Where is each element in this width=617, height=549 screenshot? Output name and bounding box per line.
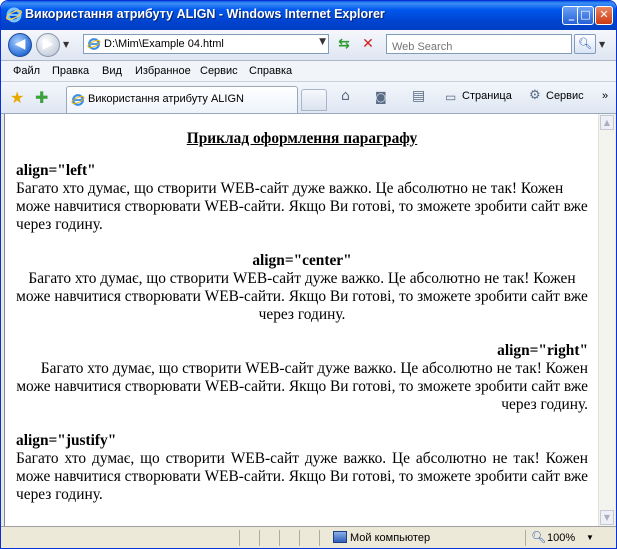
paragraph-label-justify: align="justify" xyxy=(16,432,117,449)
feeds-icon[interactable]: ◙ xyxy=(375,90,387,104)
menu-edit[interactable]: Правка xyxy=(52,65,90,77)
search-dropdown-icon[interactable]: ▼ xyxy=(599,40,606,49)
status-divider xyxy=(239,530,240,546)
search-input[interactable] xyxy=(390,38,564,56)
zoom-level[interactable]: 100% xyxy=(547,532,576,544)
menu-view[interactable]: Вид xyxy=(102,65,122,77)
page-heading: Приклад оформлення параграфу xyxy=(186,130,418,147)
security-zone: Мой компьютер xyxy=(350,532,431,544)
scroll-down-icon[interactable]: ▼ xyxy=(600,510,614,525)
ie-logo-icon xyxy=(6,7,22,23)
paragraph-label-right: align="right" xyxy=(497,342,588,359)
address-dropdown-icon[interactable]: ▼ xyxy=(319,37,326,47)
paragraph-label-center: align="center" xyxy=(252,252,352,269)
scroll-up-icon[interactable]: ▲ xyxy=(600,115,614,130)
search-box[interactable] xyxy=(386,34,572,54)
stop-button[interactable]: ✕ xyxy=(362,36,374,52)
paragraph-right: Багато хто думає, що створити WEB-сайт дуже важко. Це абсолютно не так! Кожен може навчитися створювати WEB-сайти. Якщо Ви готові, то зможете зробити сайт вже через годину. xyxy=(16,360,588,413)
address-field[interactable] xyxy=(83,34,329,54)
status-divider xyxy=(525,530,526,546)
print-icon[interactable]: ▤ xyxy=(412,88,426,104)
refresh-button[interactable]: ⇆ xyxy=(338,36,350,52)
search-button[interactable] xyxy=(574,34,596,54)
back-button[interactable] xyxy=(8,33,32,57)
status-divider xyxy=(259,530,260,546)
paragraph-center: Багато хто думає, що створити WEB-сайт дуже важко. Це абсолютно не так! Кожен може навчитися створювати WEB-сайти. Якщо Ви готові, то зможете зробити сайт вже через годину. xyxy=(16,270,588,323)
search-icon: 🔍︎ xyxy=(578,37,592,50)
tab-page-icon xyxy=(71,93,85,107)
window-title: Використання атрибуту ALIGN - Windows Internet Explorer xyxy=(25,7,385,21)
zoom-dropdown-icon[interactable]: ▼ xyxy=(586,533,594,542)
paragraph-justify: Багато хто думає, що створити WEB-сайт дуже важко. Це абсолютно не так! Кожен може навчитися створювати WEB-сайти. Якщо Ви готові, то зможете зробити сайт вже через годину. xyxy=(16,450,588,503)
vertical-scrollbar[interactable] xyxy=(598,114,615,526)
page-content xyxy=(4,114,598,526)
menu-bar xyxy=(1,61,616,82)
close-button[interactable]: ✕ xyxy=(595,6,613,25)
tab-active[interactable] xyxy=(66,86,298,113)
document xyxy=(5,130,588,504)
tools-gear-icon: ⚙ xyxy=(529,88,541,103)
page-icon xyxy=(87,37,101,51)
paragraph-left: Багато хто думає, що створити WEB-сайт дуже важко. Це абсолютно не так! Кожен може навчитися створювати WEB-сайти. Якщо Ви готові, то зможете зробити сайт вже через годину. xyxy=(16,180,588,233)
forward-arrow-icon: ▶ xyxy=(42,36,54,52)
menu-tools[interactable]: Сервис xyxy=(200,65,238,77)
tab-bar xyxy=(1,82,616,114)
status-divider xyxy=(299,530,300,546)
add-favorite-icon[interactable]: ✚ xyxy=(35,88,49,107)
new-tab-button[interactable] xyxy=(301,89,327,111)
tools-menu[interactable]: Сервис xyxy=(546,90,584,102)
menu-help[interactable]: Справка xyxy=(249,65,293,77)
computer-icon xyxy=(333,531,347,543)
page-menu-icon: ▭ xyxy=(445,90,457,104)
menu-favorites[interactable]: Избранное xyxy=(135,65,191,77)
zoom-icon[interactable]: 🔍︎ xyxy=(531,530,547,544)
menu-file[interactable]: Файл xyxy=(13,65,41,77)
status-bar xyxy=(1,526,616,549)
paragraph-label-left: align="left" xyxy=(16,162,96,179)
history-dropdown-icon[interactable]: ▼ xyxy=(63,40,70,49)
home-icon[interactable]: ⌂ xyxy=(341,88,350,104)
tab-label: Використання атрибуту ALIGN xyxy=(88,93,244,105)
status-divider xyxy=(319,530,320,546)
back-arrow-icon: ◀ xyxy=(14,36,26,52)
favorites-star-icon[interactable]: ★ xyxy=(10,88,25,107)
maximize-button[interactable]: □ xyxy=(577,6,594,25)
title-bar xyxy=(1,1,616,30)
more-commands-button[interactable]: » xyxy=(602,90,609,102)
page-menu[interactable]: Страница xyxy=(462,90,512,102)
forward-button[interactable] xyxy=(36,33,60,57)
status-divider xyxy=(279,530,280,546)
address-toolbar xyxy=(1,30,616,61)
minimize-button[interactable]: _ xyxy=(562,6,581,25)
address-url: D:\Mim\Example 04.html xyxy=(104,38,224,50)
